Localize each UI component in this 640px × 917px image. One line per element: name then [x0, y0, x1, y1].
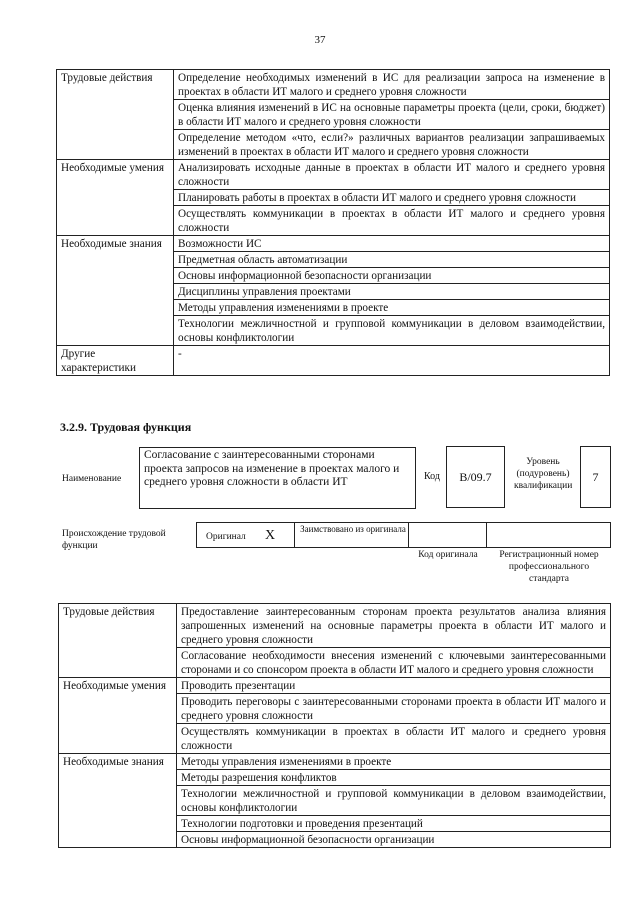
table-row [59, 678, 611, 694]
original-mark: X [265, 528, 276, 543]
code-label: Код [424, 471, 440, 482]
borrowed-label: Заимствовано из оригинала [300, 524, 406, 534]
reg-number-label: Регистрационный номер профессионального стандарта [499, 550, 599, 584]
table-body [57, 70, 610, 376]
section-heading: 3.2.9. Трудовая функция [60, 420, 192, 434]
table-row [57, 236, 610, 252]
row-item: Методы разрешения конфликтов [177, 770, 611, 786]
row-label: Необходимые умения [59, 678, 177, 754]
row-item: Основы информационной безопасности организации [174, 268, 610, 284]
row-item: Предметная область автоматизации [174, 252, 610, 268]
row-item: Определение методом «что, если?» различных вариантов реализации запрашиваемых изменений в проектах в области ИТ малого и среднего уровня сложности [174, 130, 610, 160]
origin-label: Происхождение трудовой функции [62, 529, 166, 551]
original-label: Оригинал [206, 532, 246, 542]
table-row [59, 604, 611, 648]
function-name-box: Согласование с заинтересованными сторонами проекта запросов на изменение в проектах малого и среднего уровня сложности в области ИТ [139, 447, 416, 509]
code-box: B/09.7 [446, 446, 505, 508]
row-item: Проводить презентации [177, 678, 611, 694]
table-body [59, 604, 611, 848]
code-original-label: Код оригинала [418, 550, 478, 560]
row-item: Методы управления изменениями в проекте [174, 300, 610, 316]
row-item: Осуществлять коммуникации в проектах в области ИТ малого и среднего уровня сложности [177, 724, 611, 754]
row-item: Технологии межличностной и групповой коммуникации в деловом взаимодействии, основы конфликтологии [174, 316, 610, 346]
table-row [57, 346, 610, 376]
level-label: Уровень (подуровень) квалификации [514, 457, 573, 491]
row-label: Необходимые умения [57, 160, 174, 236]
requirements-table-2 [58, 603, 611, 848]
row-item: Технологии подготовки и проведения презентаций [177, 816, 611, 832]
row-label: Необходимые знания [59, 754, 177, 848]
table-row [57, 70, 610, 100]
row-label: Трудовые действия [59, 604, 177, 678]
table-row [59, 754, 611, 770]
origin-cell-code [409, 523, 487, 547]
row-item: Основы информационной безопасности организации [177, 832, 611, 848]
row-item: Согласование необходимости внесения изменений с ключевыми заинтересованными сторонами и со спонсором проекта в области ИТ малого и среднего уровня сложности [177, 648, 611, 678]
row-item: Планировать работы в проектах в области ИТ малого и среднего уровня сложности [174, 190, 610, 206]
level-box: 7 [580, 446, 611, 508]
row-item: Предоставление заинтересованным сторонам проекта результатов анализа влияния запрошенных изменений на основные параметры проекта в области ИТ малого и среднего уровня сложности [177, 604, 611, 648]
row-item: Проводить переговоры с заинтересованными сторонами проекта в области ИТ малого и среднего уровня сложности [177, 694, 611, 724]
name-label: Наименование [62, 474, 122, 484]
row-item: Осуществлять коммуникации в проектах в области ИТ малого и среднего уровня сложности [174, 206, 610, 236]
table-row [57, 160, 610, 190]
row-item: - [174, 346, 610, 376]
requirements-table-1 [56, 69, 610, 376]
row-item: Технологии межличностной и групповой коммуникации в деловом взаимодействии, основы конфликтологии [177, 786, 611, 816]
row-item: Определение необходимых изменений в ИС для реализации запроса на изменение в проектах в области ИТ малого и среднего уровня сложности [174, 70, 610, 100]
row-label: Необходимые знания [57, 236, 174, 346]
row-item: Анализировать исходные данные в проектах в области ИТ малого и среднего уровня сложности [174, 160, 610, 190]
row-item: Методы управления изменениями в проекте [177, 754, 611, 770]
row-label: Трудовые действия [57, 70, 174, 160]
row-item: Возможности ИС [174, 236, 610, 252]
page-number: 37 [314, 34, 326, 46]
row-label: Другие характеристики [57, 346, 174, 376]
row-item: Дисциплины управления проектами [174, 284, 610, 300]
row-item: Оценка влияния изменений в ИС на основные параметры проекта (цели, сроки, бюджет) в области ИТ малого и среднего уровня сложности [174, 100, 610, 130]
